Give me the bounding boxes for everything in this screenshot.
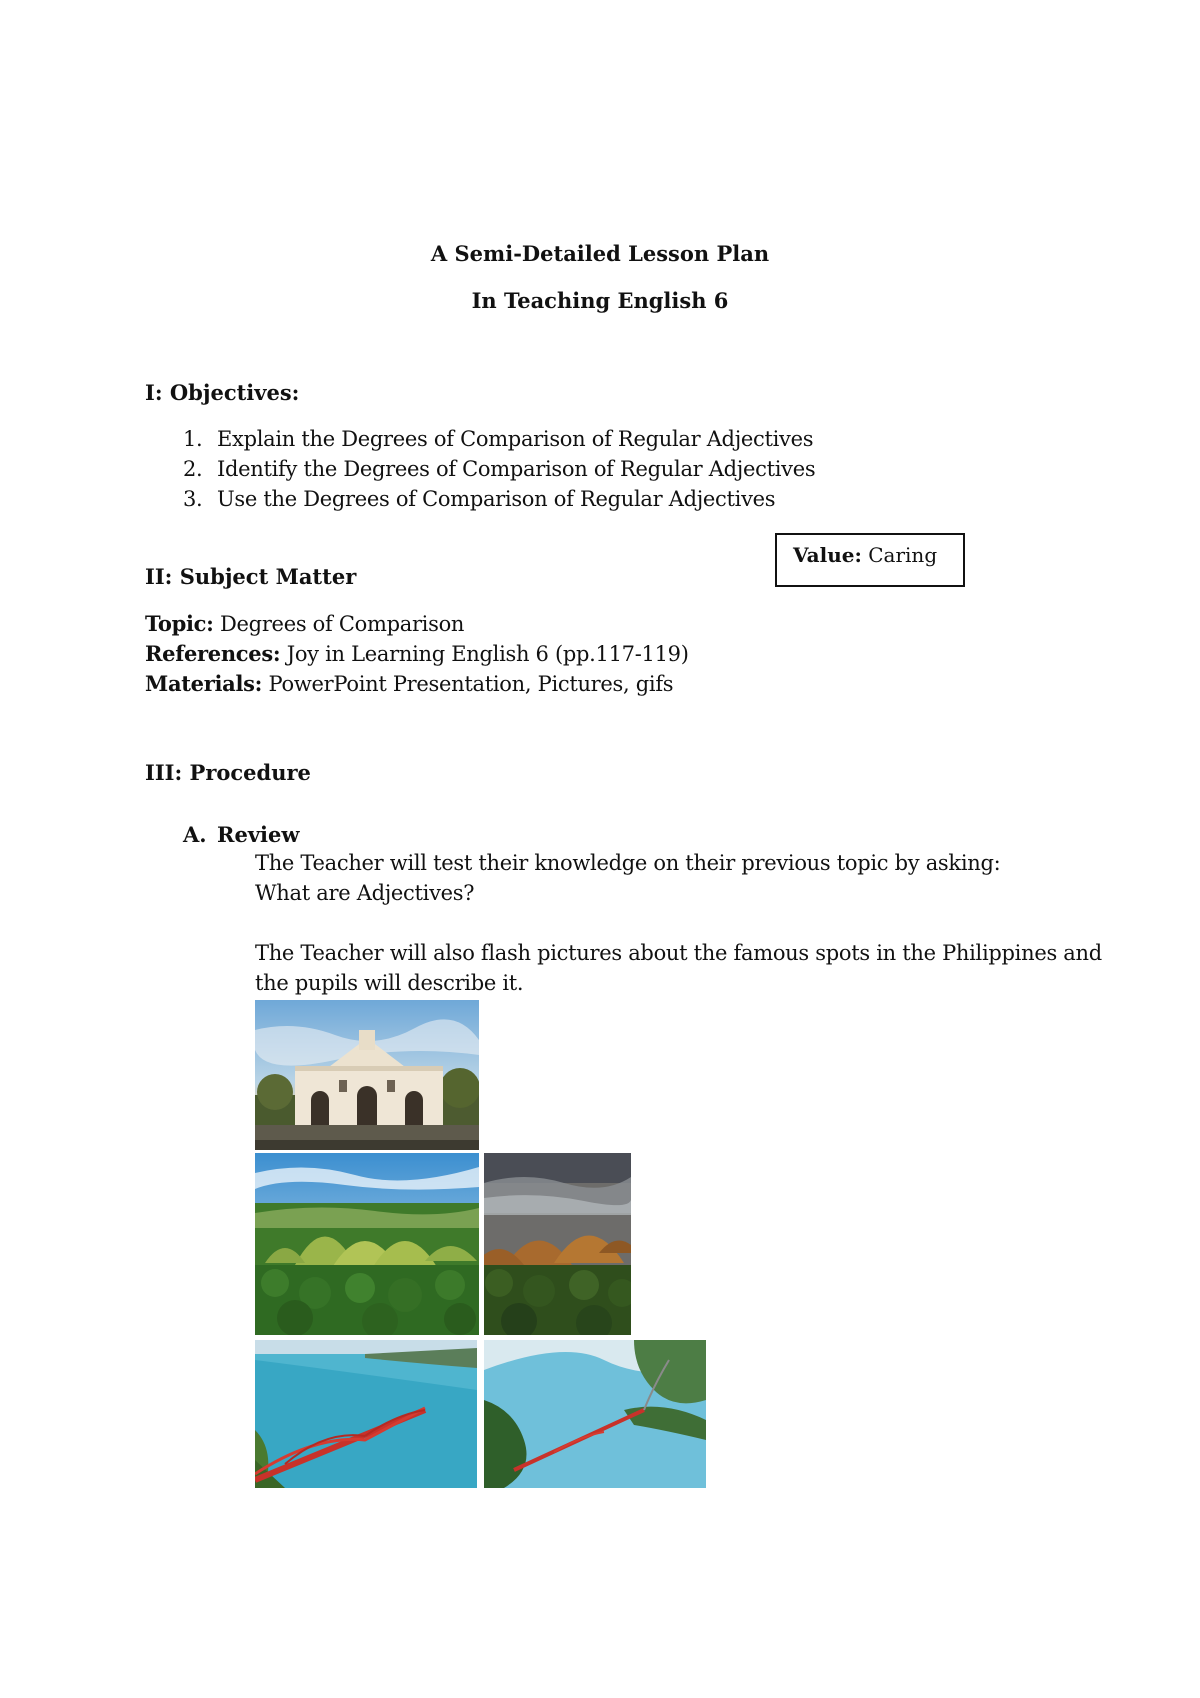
objective-number: 3. (183, 487, 203, 511)
review-label: Review (217, 822, 300, 847)
review-line-4: the pupils will describe it. (255, 971, 524, 995)
references-line (145, 641, 689, 666)
procedure-heading: III: Procedure (145, 760, 311, 785)
objective-item (183, 427, 813, 451)
topic-value: Degrees of Comparison (220, 612, 465, 636)
objectives-heading: I: Objectives: (145, 380, 300, 405)
document-title: A Semi-Detailed Lesson Plan (430, 241, 770, 266)
objective-item (183, 487, 775, 511)
value-box (775, 533, 965, 587)
references-value: Joy in Learning English 6 (pp.117-119) (286, 642, 689, 666)
review-heading (183, 822, 299, 847)
objective-number: 2. (183, 457, 203, 481)
references-label: References: (145, 641, 281, 666)
objective-number: 1. (183, 427, 203, 451)
objective-text: Use the Degrees of Comparison of Regular Adjectives (217, 487, 776, 511)
materials-line (145, 671, 673, 696)
topic-line (145, 611, 464, 636)
materials-label: Materials: (145, 671, 263, 696)
church-photo (255, 1000, 479, 1150)
subject-matter-heading: II: Subject Matter (145, 564, 357, 589)
value-label: Value: (793, 543, 862, 567)
review-line-3: The Teacher will also flash pictures about the famous spots in the Philippines and (255, 941, 1102, 965)
review-line-2: What are Adjectives? (255, 881, 475, 905)
materials-value: PowerPoint Presentation, Pictures, gifs (268, 672, 674, 696)
document-subtitle: In Teaching English 6 (471, 288, 729, 313)
objective-text: Explain the Degrees of Comparison of Regular Adjectives (217, 427, 814, 451)
objective-text: Identify the Degrees of Comparison of Regular Adjectives (217, 457, 816, 481)
chocolate-hills-green-photo (255, 1153, 479, 1335)
review-line-1: The Teacher will test their knowledge on their previous topic by asking: (255, 851, 1001, 875)
value-text: Caring (868, 543, 938, 567)
objective-item (183, 457, 815, 481)
red-bridge-photo (255, 1340, 477, 1488)
review-letter: A. (183, 822, 207, 847)
topic-label: Topic: (145, 611, 214, 636)
chocolate-hills-brown-photo (484, 1153, 631, 1335)
red-bridge-aerial-photo (484, 1340, 706, 1488)
